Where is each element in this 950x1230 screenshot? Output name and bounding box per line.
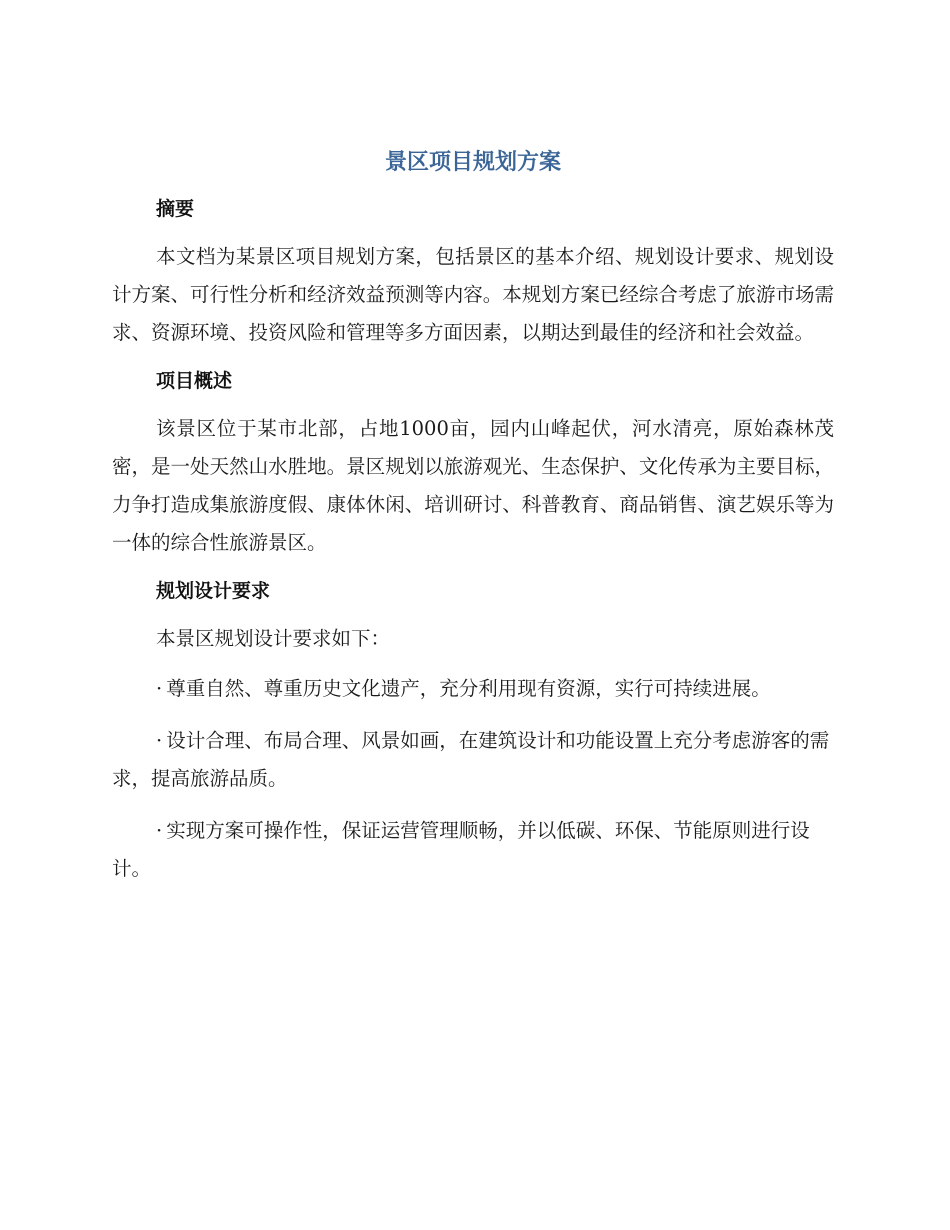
document-title: 景区项目规划方案	[384, 150, 561, 175]
section-heading-requirements: 规划设计要求	[156, 580, 271, 602]
overview-paragraph: 该景区位于某市北部，占地1000亩，园内山峰起伏，河水清亮，原始森林茂密，是一处天然山水胜地。景区规划以旅游观光、生态保护、文化传承为主要目标，力争打造成集旅游度假、康体休闲、培训研讨、科普教育、商品销售、演艺娱乐等为一体的综合性旅游景区。	[112, 417, 834, 554]
bullet-dot-icon: ·	[156, 677, 163, 700]
bullet-item	[112, 722, 834, 798]
bullet-text: 设计合理、布局合理、风景如画，在建筑设计和功能设置上充分考虑游客的需求，提高旅游品质。	[112, 729, 830, 790]
section-heading-overview: 项目概述	[156, 370, 233, 392]
abstract-paragraph: 本文档为某景区项目规划方案，包括景区的基本介绍、规划设计要求、规划设计方案、可行性分析和经济效益预测等内容。本规划方案已经综合考虑了旅游市场需求、资源环境、投资风险和管理等多方面因素，以期达到最佳的经济和社会效益。	[112, 245, 834, 344]
bullet-text: 实现方案可操作性，保证运营管理顺畅，并以低碳、环保、节能原则进行设计。	[112, 819, 810, 880]
bullet-dot-icon: ·	[156, 819, 163, 842]
bullet-dot-icon: ·	[156, 729, 163, 752]
requirements-intro: 本景区规划设计要求如下：	[156, 627, 391, 650]
section-heading-abstract: 摘要	[156, 198, 195, 220]
bullet-text: 尊重自然、尊重历史文化遗产，充分利用现有资源，实行可持续进展。	[166, 677, 771, 700]
bullet-item	[112, 812, 834, 888]
bullet-item	[112, 670, 834, 708]
document-body	[112, 146, 834, 902]
